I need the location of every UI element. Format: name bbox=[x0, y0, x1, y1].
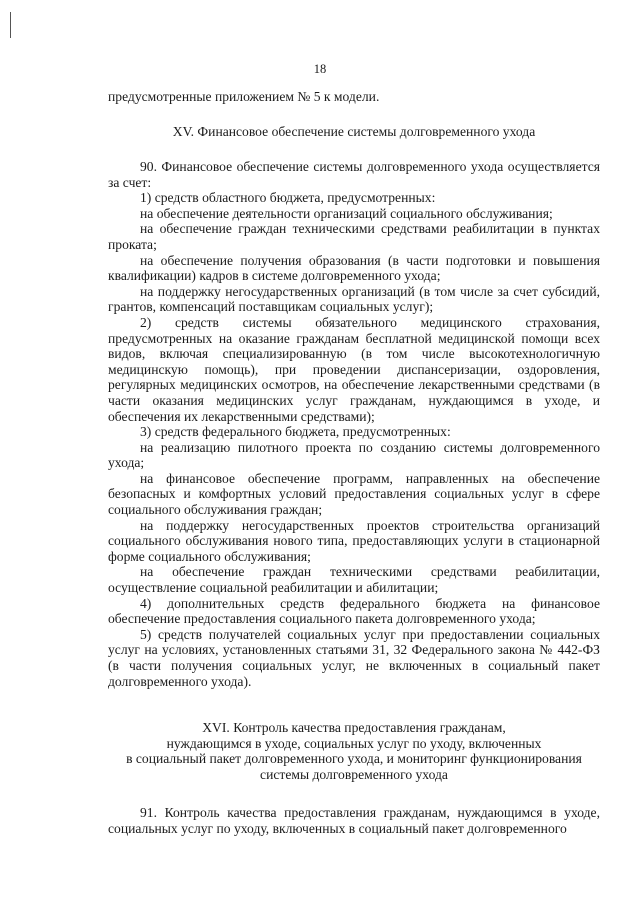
list-item: на обеспечение граждан техническими средствами реабилитации в пунктах проката; bbox=[108, 221, 600, 252]
list-item: на поддержку негосударственных проектов строительства организаций социального обслуживания нового типа, предоставляющих услуги в стационарной форме социального обслуживания; bbox=[108, 517, 600, 564]
list-item: на обеспечение получения образования (в части подготовки и повышения квалификации) кадров в системе долговременного ухода; bbox=[108, 252, 600, 284]
list-item: 2) средств системы обязательного медицинского страхования, предусмотренных на оказание гражданам бесплатной медицинской помощи всех видов, включая специализированную (в том числе высокотехнологичную медицинскую помощь), при проведении диспансеризации, оздоровления, регулярных медицинских осмотров, на обеспечение лекарственными средствами (в части оказания медицинских услуг гражданам, нуждающимся в уходе, и обеспечения их лекарственными средствами); bbox=[108, 314, 600, 424]
list-item: на финансовое обеспечение программ, направленных на обеспечение безопасных и комфортных условий предоставления социальных услуг в сфере социального обслуживания граждан; bbox=[108, 470, 600, 518]
section-15-title bbox=[108, 124, 600, 140]
list-item: на обеспечение граждан техническими средствами реабилитации, осуществление социальной реабилитации и абилитации; bbox=[108, 564, 600, 596]
section-15-body bbox=[108, 159, 600, 689]
section-16-body bbox=[108, 805, 600, 836]
list-item: 4) дополнительных средств федерального бюджета на финансовое обеспечение предоставления социального пакета долговременного ухода; bbox=[108, 595, 600, 627]
section-heading-line: нуждающимся в уходе, социальных услуг по уходу, включенных bbox=[166, 735, 542, 751]
page-number: 18 bbox=[313, 62, 327, 76]
section-heading-line: XVI. Контроль качества предоставления гражданам, bbox=[202, 720, 506, 735]
list-item: 1) средств областного бюджета, предусмотренных: bbox=[140, 190, 436, 206]
margin-mark bbox=[10, 12, 11, 38]
section-heading: XV. Финансовое обеспечение системы долговременного ухода bbox=[172, 124, 536, 139]
list-item: 3) средств федерального бюджета, предусмотренных: bbox=[140, 424, 451, 440]
list-item: 5) средств получателей социальных услуг при предоставлении социальных услуг на условиях, установленных статьями 31, 32 Федерального закона № 442-ФЗ (в части получения социальных услуг, не включенных в социальный пакет долговременного ухода). bbox=[108, 626, 600, 689]
continuation-text: предусмотренные приложением № 5 к модели. bbox=[108, 89, 380, 104]
section-heading-line: системы долговременного ухода bbox=[260, 766, 448, 782]
paragraph-91: 91. Контроль качества предоставления гражданам, нуждающимся в уходе, социальных услуг по уходу, включенных в социальный пакет долговременного bbox=[108, 805, 600, 836]
intro-line bbox=[108, 89, 600, 105]
list-item: на поддержку негосударственных организаций (в том числе за счет субсидий, грантов, компенсаций поставщикам социальных услуг); bbox=[108, 283, 600, 315]
section-heading-line: в социальный пакет долговременного ухода, и мониторинг функционирования bbox=[126, 751, 582, 767]
list-item: на реализацию пилотного проекта по созданию системы долговременного ухода; bbox=[108, 439, 600, 471]
section-16-title bbox=[108, 720, 600, 782]
paragraph-90: 90. Финансовое обеспечение системы долговременного ухода осуществляется за счет: bbox=[108, 159, 600, 190]
list-item: на обеспечение деятельности организаций социального обслуживания; bbox=[140, 205, 553, 221]
